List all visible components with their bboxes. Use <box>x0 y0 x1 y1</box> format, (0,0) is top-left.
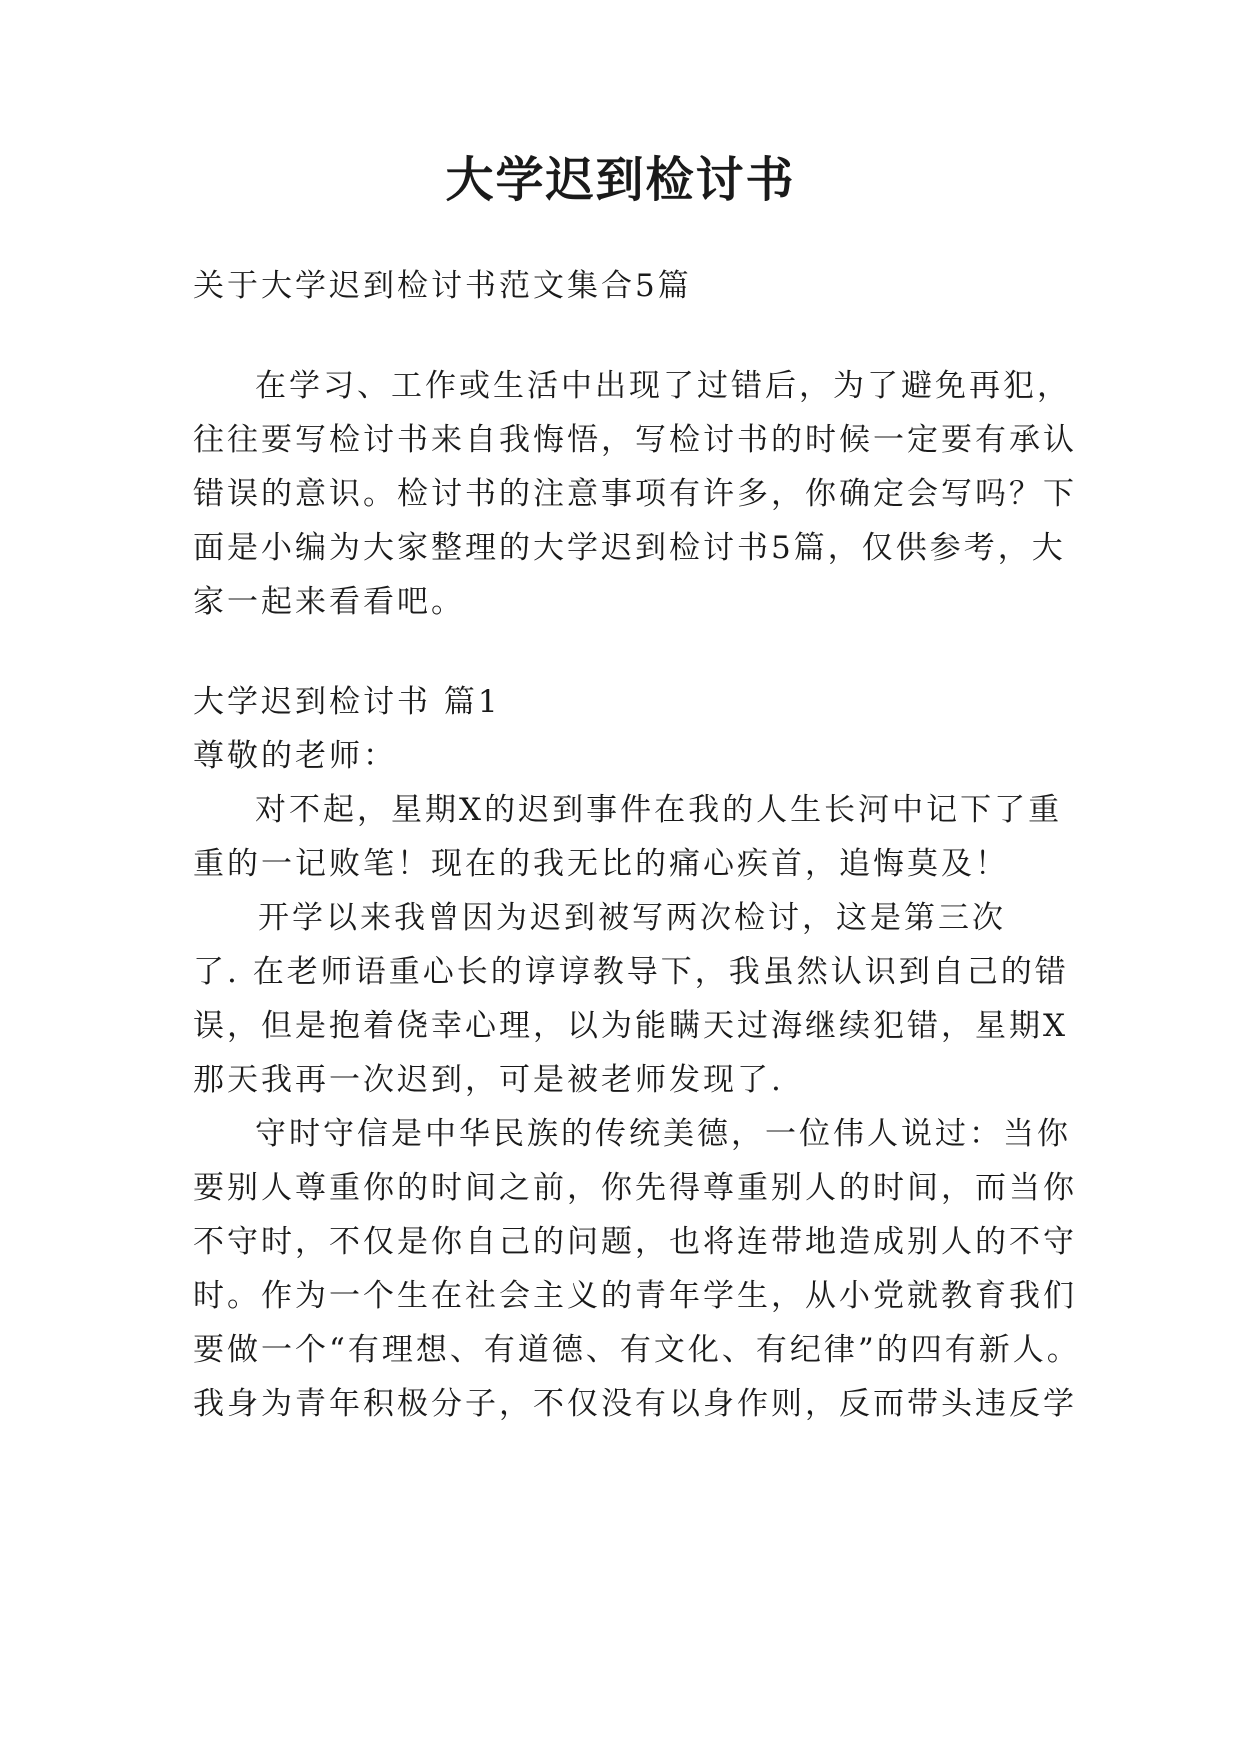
document-subtitle: 关于大学迟到检讨书范文集合5篇 <box>193 268 692 304</box>
intro-line: 往往要写检讨书来自我悔悟，写检讨书的时候一定要有承认 <box>193 422 1077 458</box>
document-title: 大学迟到检讨书 <box>445 152 796 208</box>
body-line: 对不起，星期X的迟到事件在我的人生长河中记下了重 <box>255 792 1063 828</box>
body-line: 了. 在老师语重心长的谆谆教导下，我虽然认识到自己的错 <box>193 954 1069 990</box>
body-line: 时。作为一个生在社会主义的青年学生，从小党就教育我们 <box>193 1278 1077 1314</box>
section-heading: 大学迟到检讨书 篇1 <box>193 684 501 720</box>
body-line: 我身为青年积极分子，不仅没有以身作则，反而带头违反学 <box>193 1386 1077 1422</box>
body-line: 重的一记败笔！现在的我无比的痛心疾首，追悔莫及！ <box>193 846 1009 882</box>
body-line: 那天我再一次迟到，可是被老师发现了. <box>193 1062 784 1098</box>
intro-line: 错误的意识。检讨书的注意事项有许多，你确定会写吗？下 <box>193 476 1077 512</box>
intro-line: 面是小编为大家整理的大学迟到检讨书5篇，仅供参考，大 <box>193 530 1066 566</box>
intro-line: 在学习、工作或生活中出现了过错后，为了避免再犯， <box>255 368 1071 404</box>
body-line: 要别人尊重你的时间之前，你先得尊重别人的时间，而当你 <box>193 1170 1077 1206</box>
body-line: 要做一个“有理想、有道德、有文化、有纪律”的四有新人。 <box>193 1332 1081 1368</box>
salutation: 尊敬的老师： <box>193 738 397 774</box>
intro-line: 家一起来看看吧。 <box>193 584 465 620</box>
body-line: 开学以来我曾因为迟到被写两次检讨，这是第三次 <box>258 900 1006 936</box>
body-line: 不守时，不仅是你自己的问题，也将连带地造成别人的不守 <box>193 1224 1077 1260</box>
body-line: 守时守信是中华民族的传统美德，一位伟人说过：当你 <box>255 1116 1071 1152</box>
body-line: 误，但是抱着侥幸心理，以为能瞒天过海继续犯错，星期X <box>193 1008 1069 1044</box>
